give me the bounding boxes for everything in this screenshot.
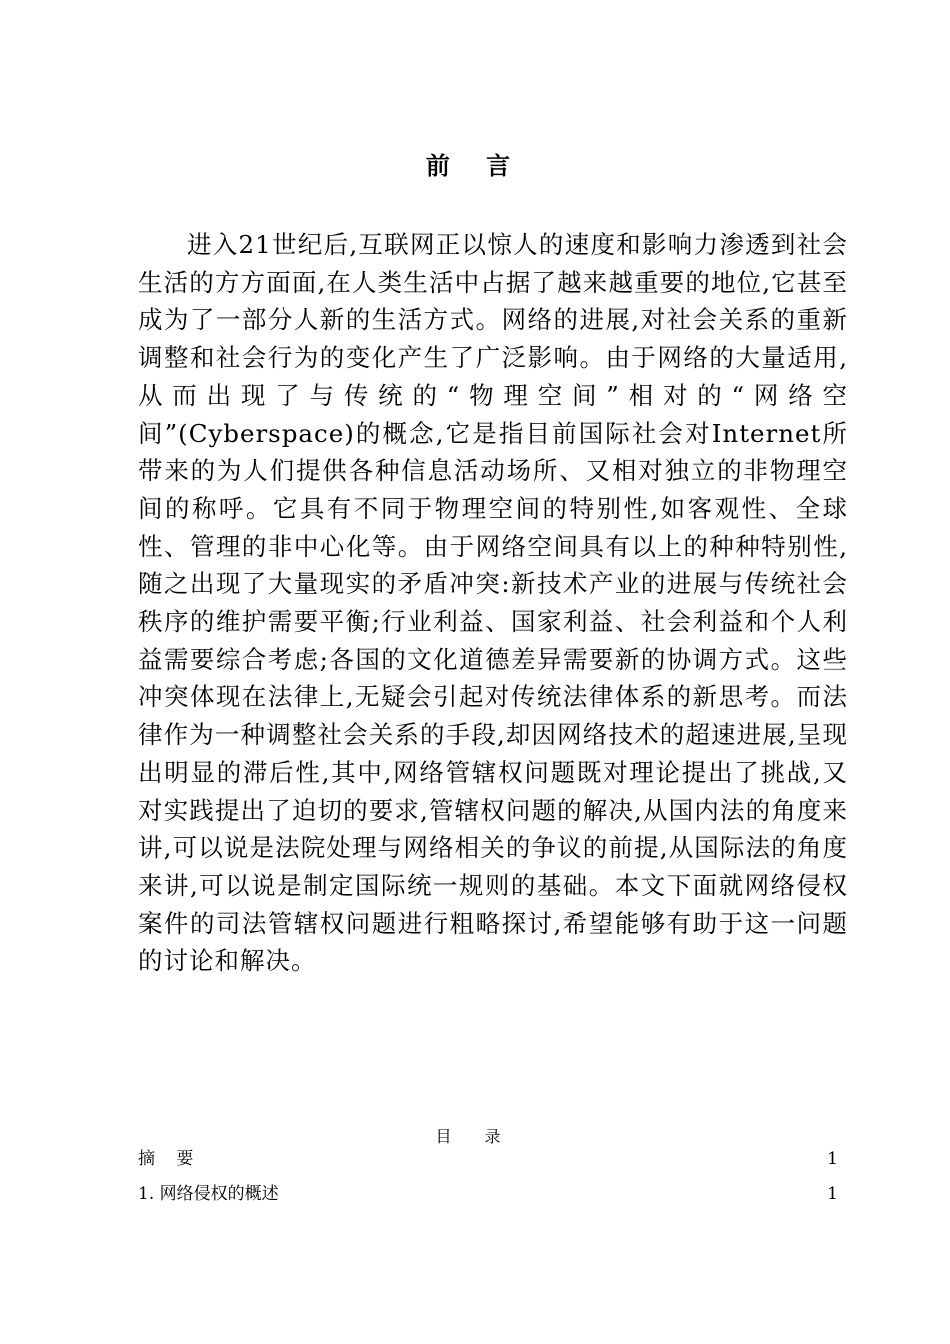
preface-body: 进入21世纪后,互联网正以惊人的速度和影响力渗透到社会生活的方方面面,在人类生活中占据了越来越重要的地位,它甚至成为了一部分人新的生活方式。网络的进展,对社会关系的重新调整和社会行为的变化产生了广泛影响。由于网络的大量适用,从而出现了与传统的“物理空间”相对的“网络空间”(Cyberspace)的概念,它是指目前国际社会对Internet所带来的为人们提供各种信息活动场所、又相对独立的非物理空间的称呼。它具有不同于物理空间的特别性,如客观性、全球性、管理的非中心化等。由于网络空间具有以上的种种特别性,随之出现了大量现实的矛盾冲突:新技术产业的进展与传统社会秩序的维护需要平衡;行业利益、国家利益、社会利益和个人利益需要综合考虑;各国的文化道德差异需要新的协调方式。这些冲突体现在法律上,无疑会引起对传统法律体系的新思考。而法律作为一种调整社会关系的手段,却因网络技术的超速进展,呈现出明显的滞后性,其中,网络管辖权问题既对理论提出了挑战,又对实践提出了迫切的要求,管辖权问题的解决,从国内法的角度来讲,可以说是法院处理与网络相关的争议的前提,从国际法的角度来讲,可以说是制定国际统一规则的基础。本文下面就网络侵权案件的司法管辖权问题进行粗略探讨,希望能够有助于这一问题的讨论和解决。 <box>138 230 848 976</box>
toc-entry[interactable] <box>138 1181 838 1207</box>
toc-entry-label: 摘 要 <box>138 1149 202 1169</box>
toc-entry[interactable] <box>138 1146 838 1172</box>
toc-entry-label: 1. 网络侵权的概述 <box>138 1184 279 1204</box>
preface-title: 前 言 <box>425 152 525 180</box>
toc-title: 目 录 <box>435 1127 515 1146</box>
toc-entry-page: 1 <box>827 1184 838 1204</box>
toc-entry-page: 1 <box>827 1149 838 1169</box>
